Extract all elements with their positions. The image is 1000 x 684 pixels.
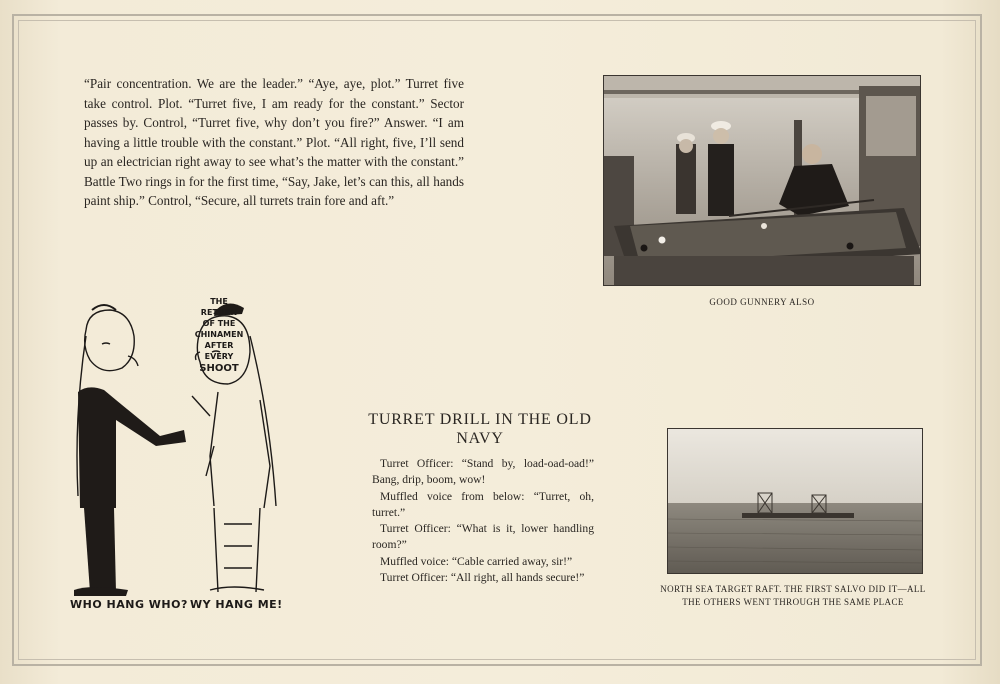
drill-line: Muffled voice from below: “Turret, oh, turret.” xyxy=(372,489,594,519)
bubble-line: THE xyxy=(210,297,228,306)
billiards-photo xyxy=(603,75,921,286)
bubble-emphasis: SHOOT xyxy=(199,363,239,374)
billiards-photo-image xyxy=(604,76,921,286)
target-raft-image xyxy=(668,429,923,574)
intro-paragraph: “Pair concentration. We are the leader.” “Aye, aye, plot.” Turret five take control. Plot. “Turret five, I am ready for the constant.” Sector passes by. Control, “Turret five, why don’t you fire?” Answer. “I am having a little trouble with the constant.” Plot. “All right, five, I’ll send up an electrician right away to see what’s the matter with the constant.” Battle Two rings in for the first time, “Say, Jake, let’s can this, all hands paint ship.” Control, “Secure, all turrets train fore and aft.” xyxy=(84,76,464,208)
bubble-line: OF THE xyxy=(202,319,236,328)
bubble-line: EVERY xyxy=(204,352,234,361)
cartoon xyxy=(64,296,304,626)
bubble-line: AFTER xyxy=(204,341,234,350)
cartoon-caption-right: WY HANG ME! xyxy=(190,598,283,611)
drill-line: Muffled voice: “Cable carried away, sir!” xyxy=(380,554,573,568)
drill-line: Turret Officer: “All right, all hands secure!” xyxy=(380,571,585,585)
target-raft-photo xyxy=(667,428,923,574)
cartoon-caption-left: WHO HANG WHO? xyxy=(70,598,188,611)
target-raft-caption: NORTH SEA TARGET RAFT. THE FIRST SALVO DID IT—ALL THE OTHERS WENT THROUGH THE SAME PLACE xyxy=(660,584,926,607)
drill-dialogue xyxy=(372,456,594,586)
drill-title: TURRET DRILL IN THE OLD NAVY xyxy=(368,411,592,447)
bubble-line: RETURN xyxy=(200,308,238,317)
bubble-line: CHINAMEN xyxy=(194,330,244,339)
drill-line: Turret Officer: “Stand by, load-oad-oad!” Bang, drip, boom, wow! xyxy=(372,457,594,487)
cartoon-bubble xyxy=(164,296,274,374)
billiards-caption: GOOD GUNNERY ALSO xyxy=(709,297,815,307)
drill-line: Turret Officer: “What is it, lower handling room?” xyxy=(372,522,594,552)
